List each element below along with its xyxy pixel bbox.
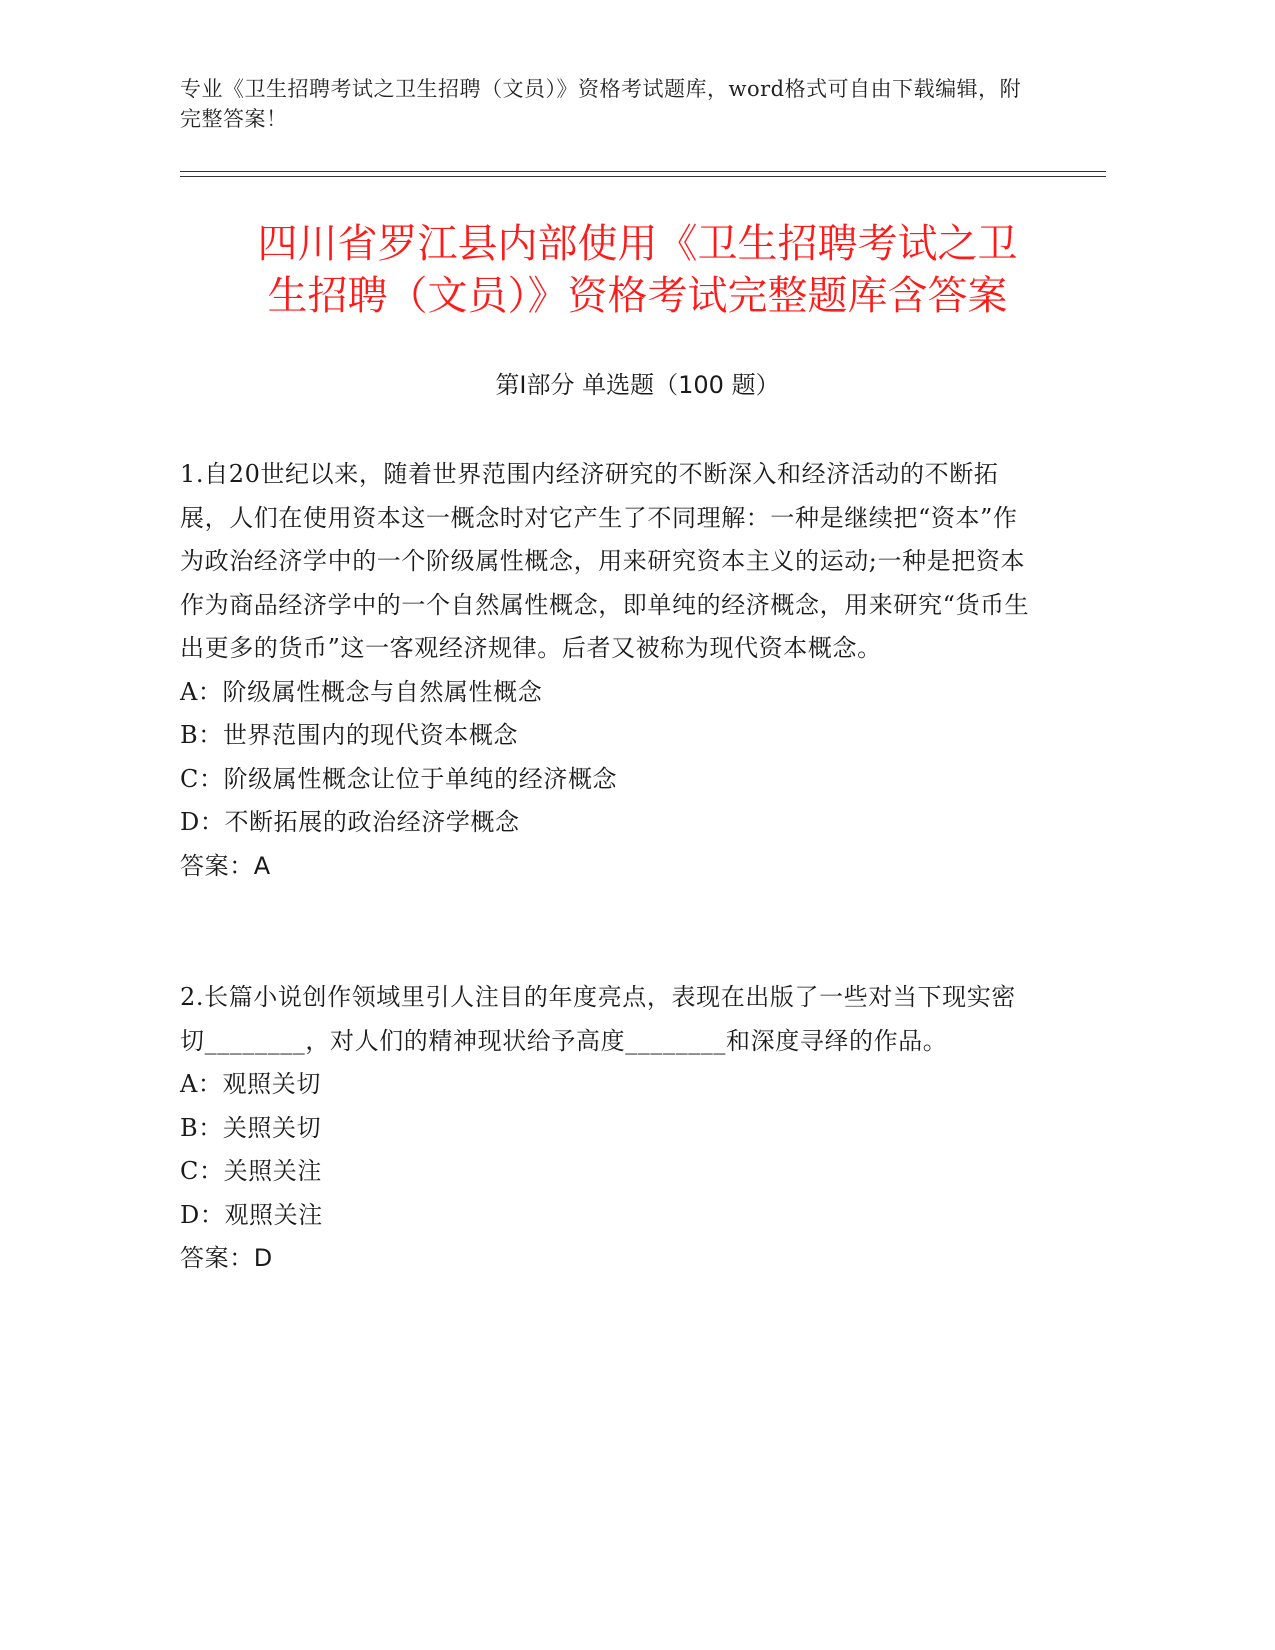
option-a: A：观照关切 xyxy=(180,1070,321,1098)
header-divider-top xyxy=(180,171,1106,172)
answer-line: 答案：A xyxy=(180,851,271,880)
document-title-line-1: 四川省罗江县内部使用《卫生招聘考试之卫 xyxy=(257,221,1018,267)
section-title: 第Ⅰ部分 单选题（100 题） xyxy=(495,371,780,399)
question-block xyxy=(180,453,1040,888)
option-b: B：关照关切 xyxy=(180,1113,322,1142)
question-stem: 2.长篇小说创作领域里引人注目的年度亮点，表现在出版了一些对当下现实密切________，对人们的精神现状给予高度________和深度寻绎的作品。 xyxy=(180,983,1016,1055)
question-block xyxy=(180,976,1040,1281)
header-note: 专业《卫生招聘考试之卫生招聘（文员）》资格考试题库，word格式可自由下载编辑，附完整答案！ xyxy=(180,77,1022,131)
option-a: A：阶级属性概念与自然属性概念 xyxy=(180,677,543,706)
option-d: D：不断拓展的政治经济学概念 xyxy=(180,808,520,836)
question-stem: 1.自20世纪以来，随着世界范围内经济研究的不断深入和经济活动的不断拓展，人们在使用资本这一概念时对它产生了不同理解：一种是继续把“资本”作为政治经济学中的一个阶级属性概念，用来研究资本主义的运动;一种是把资本作为商品经济学中的一个自然属性概念，即单纯的经济概念，用来研究“货币生出更多的货币”这一客观经济规律。后者又被称为现代资本概念。 xyxy=(180,460,1030,662)
answer-line: 答案：D xyxy=(180,1244,273,1272)
header-divider-bottom xyxy=(180,176,1106,177)
option-b: B：世界范围内的现代资本概念 xyxy=(180,721,519,749)
document-title-line-2: 生招聘（文员）》资格考试完整题库含答案 xyxy=(267,273,1008,319)
document-title xyxy=(150,218,1125,322)
option-c: C：阶级属性概念让位于单纯的经济概念 xyxy=(180,764,618,793)
option-c: C：关照关注 xyxy=(180,1157,322,1185)
option-d: D：观照关注 xyxy=(180,1200,323,1229)
